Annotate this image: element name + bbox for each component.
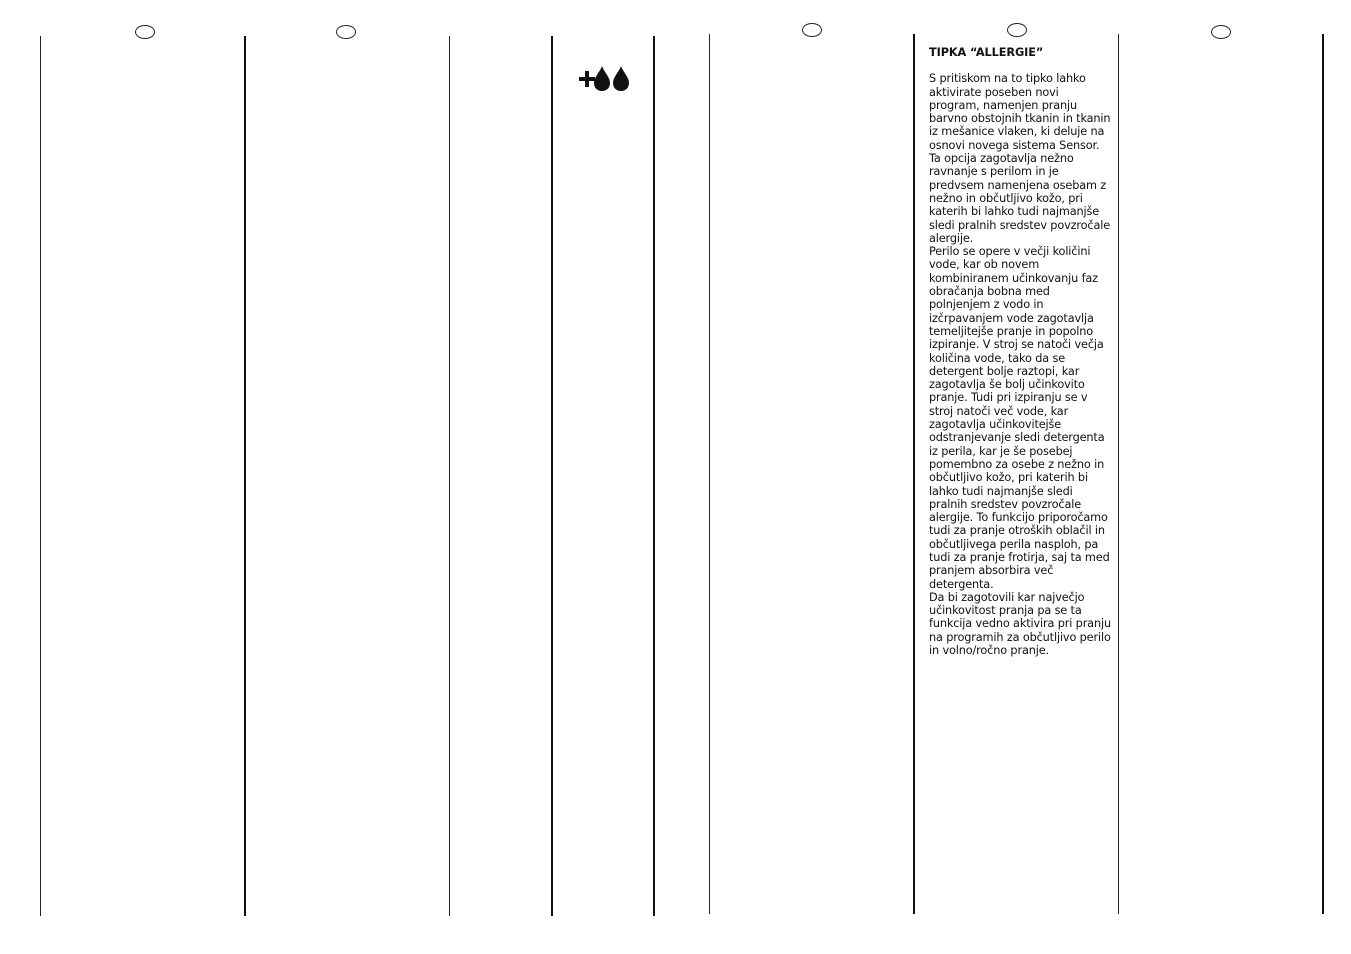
- plus-vertical-bar: [585, 71, 589, 87]
- water-drop-left-icon: [594, 66, 610, 91]
- plus-water-drops-icon-svg: [578, 64, 632, 94]
- language-marker-circle-4: [1007, 23, 1027, 37]
- allergie-paragraph-2: Perilo se opere v večji količini vode, kar ob novem kombiniranem učinkovanju faz obračanja bobna med polnjenjem z vodo in izčrpavanjem vode zagotavlja temeljitejše pranje in popolno izpiranje. V stroj se natoči večja količina vode, tako da se detergent bolje raztopi, kar zagotavlja še bolj učinkovito pranje. Tudi pri izpiranju se v stroj natoči več vode, kar zagotavlja učinkovitejše odstranjevanje sledi detergenta iz perila, kar je še posebej pomembno za osebe z nežno in občutljivo kožo, pri katerih bi lahko tudi najmanjše sledi pralnih sredstev povzročale alergije. To funkcijo priporočamo tudi za pranje otroških oblačil in občutljivega perila nasploh, pa tudi za pranje frotirja, saj ta med pranjem absorbira več detergenta.: [929, 245, 1110, 591]
- allergie-paragraph-1: S pritiskom na to tipko lahko aktivirate poseben novi program, namenjen pranju barvno obstojnih tkanin in tkanin iz mešanice vlaken, ki deluje na osnovi novega sistema Sensor. Ta opcija zagotavlja nežno ravnanje s perilom in je predvsem namenjena osebam z nežno in občutljivo kožo, pri katerih bi lahko tudi najmanjše sledi pralnih sredstev povzročale alergije.: [929, 72, 1111, 245]
- water-drop-right-icon: [613, 66, 629, 91]
- column-divider-7: [913, 34, 915, 914]
- column-divider-8: [1118, 34, 1119, 914]
- language-marker-circle-5: [1211, 25, 1231, 39]
- column-divider-9: [1322, 34, 1324, 914]
- column-divider-1: [40, 36, 41, 916]
- plus-water-drops-icon: [578, 64, 632, 94]
- column-divider-6: [709, 34, 710, 914]
- allergie-section: [929, 46, 1111, 657]
- column-divider-5: [653, 36, 655, 916]
- column-divider-4: [551, 36, 553, 916]
- column-divider-2: [244, 36, 246, 916]
- language-marker-circle-2: [336, 25, 356, 39]
- allergie-heading: TIPKA “ALLERGIE”: [929, 46, 1044, 59]
- language-marker-circle-1: [135, 25, 155, 39]
- column-divider-3: [449, 36, 450, 916]
- allergie-paragraph-3: Da bi zagotovili kar največjo učinkovitost pranja pa se ta funkcija vedno aktivira pri pranju na programih za občutljivo perilo in volno/ročno pranje.: [929, 590, 1111, 658]
- language-marker-circle-3: [802, 23, 822, 37]
